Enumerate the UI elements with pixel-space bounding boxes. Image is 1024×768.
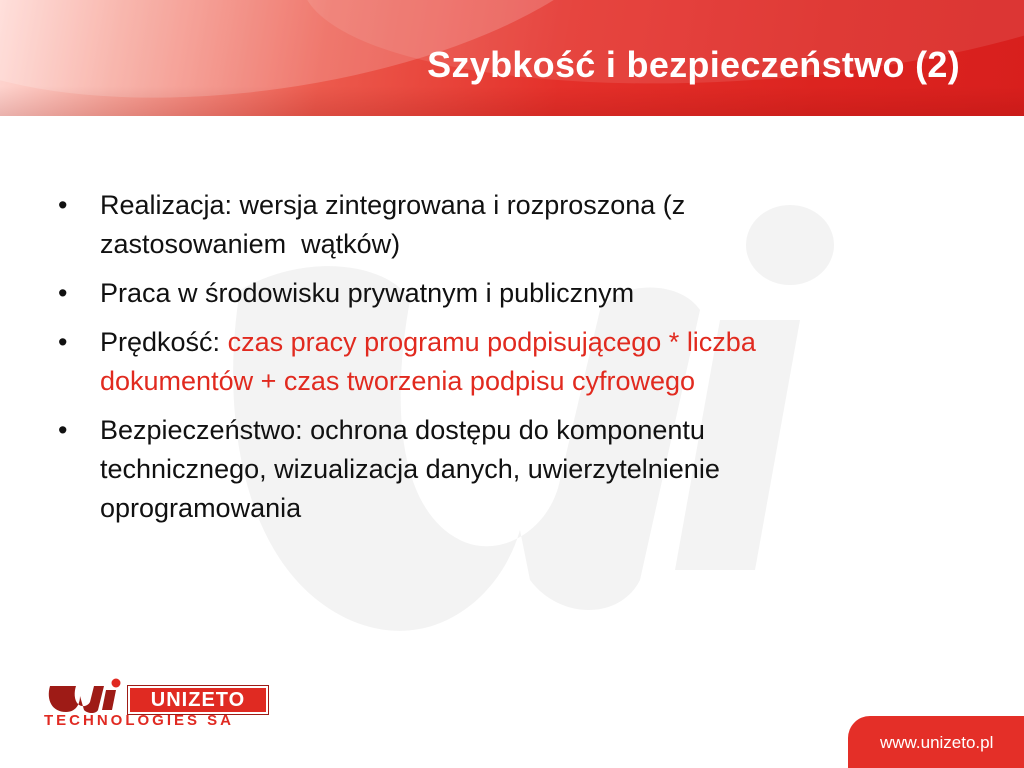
bullet-line: [100, 323, 956, 362]
bullet-marker: •: [58, 278, 68, 308]
bullet-marker: •: [58, 415, 68, 445]
logo-subtitle: TECHNOLOGIES SA: [44, 712, 235, 729]
bullet-line: Bezpieczeństwo: ochrona dostępu do komponentu: [100, 415, 705, 445]
bullet-item: [56, 274, 956, 313]
bullet-item: [56, 186, 956, 264]
bullet-item: [56, 411, 956, 528]
website-link[interactable]: www.unizeto.pl: [880, 733, 994, 752]
bullet-line: oprogramowania: [100, 493, 302, 523]
logo-brand: UNIZETO: [128, 686, 268, 714]
company-logo: [40, 670, 280, 736]
unizeto-logo-mark-icon: [44, 678, 130, 716]
slide-title: Szybkość i bezpieczeństwo (2): [427, 44, 960, 85]
bullet-prefix: Prędkość:: [100, 327, 228, 357]
highlighted-formula-continuation: dokumentów + czas tworzenia podpisu cyfrowego: [100, 366, 696, 396]
bullet-marker: •: [58, 190, 68, 220]
bullet-marker: •: [58, 327, 68, 357]
bullet-line: Praca w środowisku prywatnym i publicznym: [100, 278, 635, 308]
title-banner: [0, 0, 1024, 116]
bullet-line: zastosowaniem wątków): [100, 229, 401, 259]
bullet-list: [56, 186, 956, 538]
banner-shade: [0, 86, 1024, 116]
bullet-line: Realizacja: wersja zintegrowana i rozproszona (z: [100, 190, 686, 220]
bullet-line: technicznego, wizualizacja danych, uwierzytelnienie: [100, 454, 720, 484]
bullet-item: [56, 323, 956, 401]
highlighted-formula: czas pracy programu podpisującego * liczba: [227, 327, 756, 357]
